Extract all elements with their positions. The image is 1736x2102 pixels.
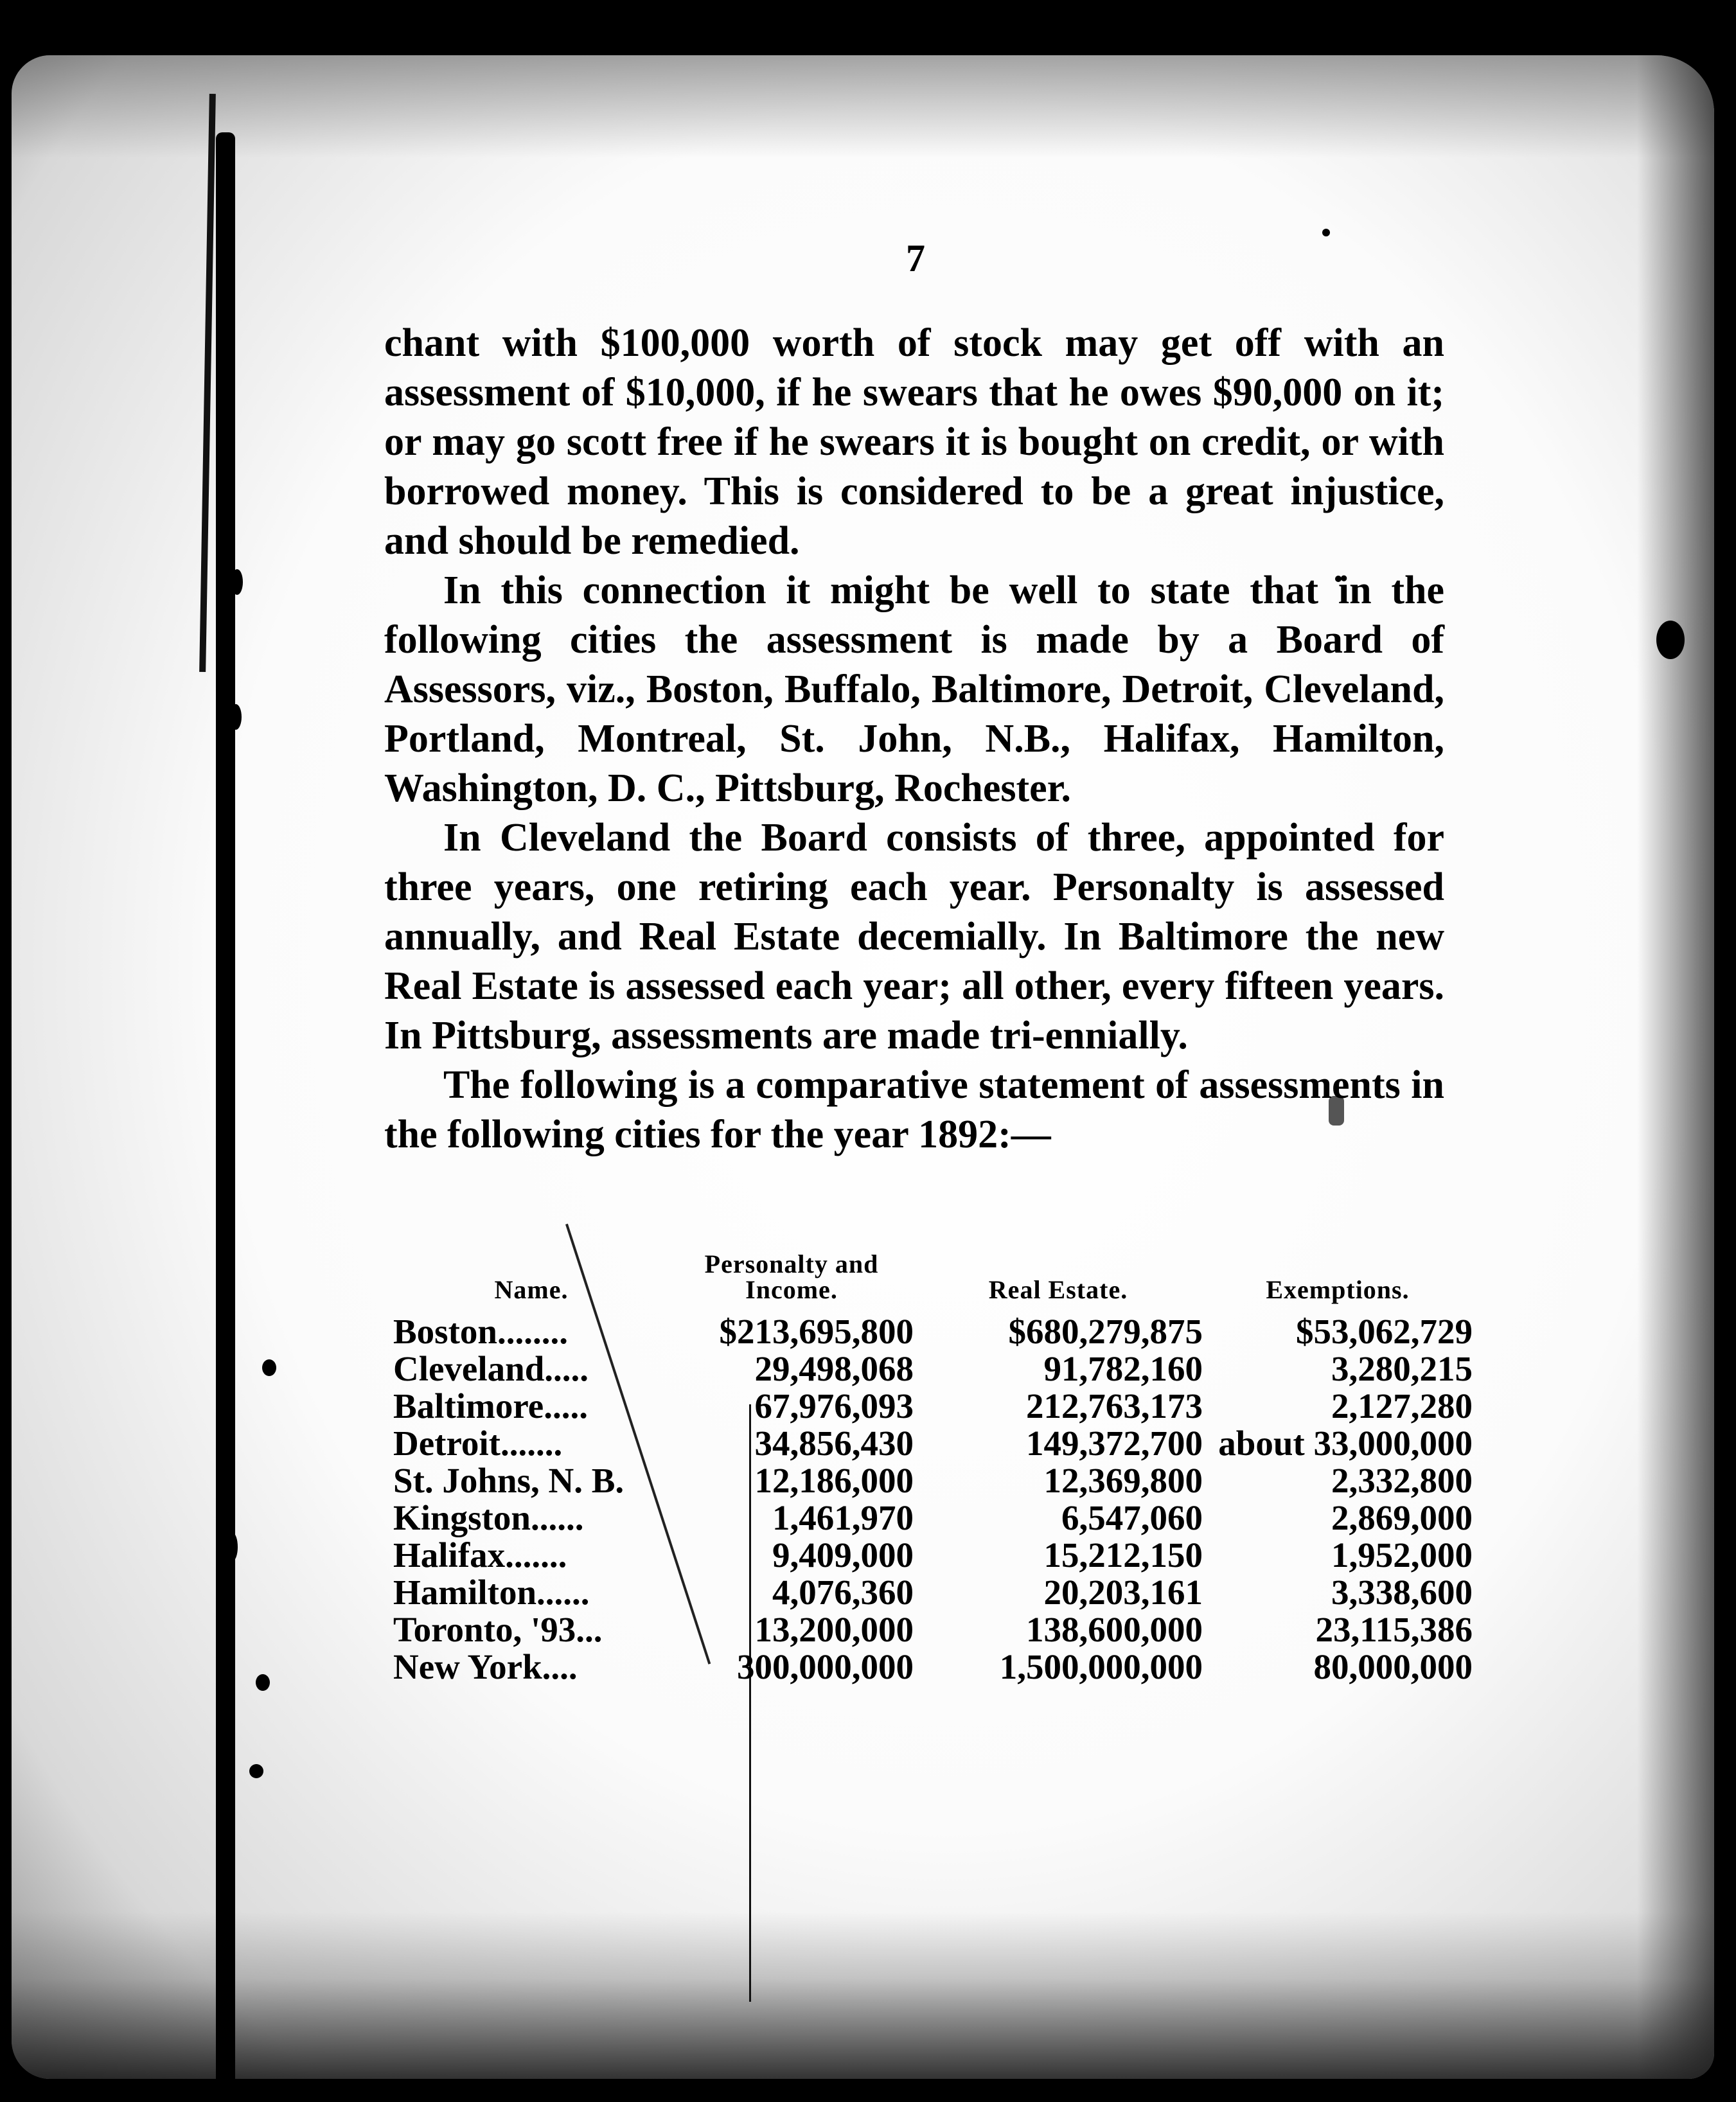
real-estate-value: 15,212,150 — [1043, 1535, 1203, 1575]
personalty-value: 9,409,000 — [772, 1535, 914, 1575]
binding-gutter-line-secondary — [199, 94, 216, 672]
page-bottom-shadow — [12, 1912, 1714, 2079]
scan-speck — [1656, 621, 1685, 659]
exemptions-value: 80,000,000 — [1313, 1647, 1473, 1686]
personalty-value: 34,856,430 — [754, 1424, 914, 1463]
exemptions-value: $53,062,729 — [1296, 1312, 1473, 1351]
personalty-value: 12,186,000 — [754, 1461, 914, 1500]
header-name — [393, 1251, 669, 1313]
real-estate-value: 12,369,800 — [1043, 1461, 1203, 1500]
header-real-estate-label: Real Estate. — [988, 1275, 1128, 1304]
city-name: Kingston...... — [393, 1498, 584, 1537]
header-real-estate — [914, 1251, 1203, 1313]
scan-speck — [231, 569, 243, 595]
personalty-value: 4,076,360 — [772, 1573, 914, 1612]
city-name: Halifax....... — [393, 1535, 567, 1575]
page-number: 7 — [906, 237, 925, 279]
page-right-shadow — [1637, 55, 1714, 2079]
city-name: Hamilton...... — [393, 1573, 590, 1612]
real-estate-value: 1,500,000,000 — [999, 1647, 1203, 1686]
body-text — [384, 319, 1444, 1160]
exemptions-value: 2,332,800 — [1331, 1461, 1473, 1500]
table-row — [393, 1537, 1473, 1574]
scan-speck — [262, 1359, 276, 1376]
city-name: Toronto, '93... — [393, 1610, 603, 1649]
header-personalty-line1: Personalty and — [704, 1250, 879, 1278]
page-top-shadow — [12, 55, 1714, 158]
city-name: Boston........ — [393, 1312, 568, 1351]
header-exemptions-label: Exemptions. — [1266, 1275, 1410, 1304]
real-estate-value: 91,782,160 — [1043, 1349, 1203, 1388]
assessment-table — [393, 1251, 1473, 1686]
exemptions-value: 3,280,215 — [1331, 1349, 1473, 1388]
scan-speck — [1322, 229, 1330, 236]
exemptions-value: 3,338,600 — [1331, 1573, 1473, 1612]
city-name: Baltimore..... — [393, 1386, 588, 1426]
exemptions-value: 23,115,386 — [1315, 1610, 1473, 1649]
table-row — [393, 1388, 1473, 1425]
city-name: St. Johns, N. B. — [393, 1461, 624, 1500]
personalty-value: 29,498,068 — [754, 1349, 914, 1388]
scan-speck — [249, 1764, 263, 1778]
scan-speck — [227, 1533, 238, 1561]
scan-speck — [256, 1674, 270, 1691]
table-row — [393, 1462, 1473, 1499]
personalty-value: 1,461,970 — [772, 1498, 914, 1537]
paragraph: In Cleveland the Board consists of three, appointed for three years, one retiring each year. Personalty is assessed annually, and Real Estate decemially. In Baltimore the new Real Estate is assessed each year; all other, every fifteen years. In Pittsburg, assessments are made tri-ennially. — [384, 816, 1444, 1057]
assessment-table-container — [393, 1251, 1473, 1686]
city-name: Detroit....... — [393, 1424, 563, 1463]
paragraph: The following is a comparative statement of assessments in the following cities for the year 1892:— — [384, 1063, 1444, 1156]
header-personalty-line2: Income. — [745, 1275, 838, 1304]
real-estate-value: 138,600,000 — [1026, 1610, 1203, 1649]
exemptions-value: 2,869,000 — [1331, 1498, 1473, 1537]
scan-speck — [230, 704, 242, 730]
binding-gutter-line — [216, 132, 235, 2079]
exemptions-value: 1,952,000 — [1331, 1535, 1473, 1575]
real-estate-value: 20,203,161 — [1043, 1573, 1203, 1612]
table-row — [393, 1425, 1473, 1462]
personalty-value: 300,000,000 — [737, 1647, 914, 1686]
table-row — [393, 1313, 1473, 1350]
header-name-label: Name. — [494, 1275, 569, 1304]
table-row — [393, 1574, 1473, 1611]
city-name: New York.... — [393, 1647, 578, 1686]
table-row — [393, 1611, 1473, 1648]
real-estate-value: $680,279,875 — [1008, 1312, 1203, 1351]
table-row — [393, 1648, 1473, 1686]
real-estate-value: 149,372,700 — [1026, 1424, 1203, 1463]
personalty-value: $213,695,800 — [719, 1312, 914, 1351]
header-personalty — [669, 1251, 914, 1313]
real-estate-value: 212,763,173 — [1026, 1386, 1203, 1426]
table-row — [393, 1350, 1473, 1388]
exemptions-value: 2,127,280 — [1331, 1386, 1473, 1426]
city-name: Cleveland..... — [393, 1349, 589, 1388]
paragraph: In this connection it might be well to state that in the following cities the assessment is made by a Board of Assessors, viz., Boston, Buffalo, Baltimore, Detroit, Cleveland, Portland, Montreal, St. John, N.B., Halifax, Hamilton, Washington, D. C., Pittsburg, Rochester. — [384, 569, 1444, 810]
table-row — [393, 1499, 1473, 1537]
personalty-value: 13,200,000 — [754, 1610, 914, 1649]
header-exemptions — [1203, 1251, 1473, 1313]
paragraph: chant with $100,000 worth of stock may get off with an assessment of $10,000, if he swears that he owes $90,000 on it; or may go scott free if he swears it is bought on credit, or with borrowed money. This is considered to be a great injustice, and should be remedied. — [384, 321, 1444, 563]
personalty-value: 67,976,093 — [754, 1386, 914, 1426]
real-estate-value: 6,547,060 — [1061, 1498, 1203, 1537]
exemptions-value: about 33,000,000 — [1218, 1424, 1473, 1463]
table-header-row — [393, 1251, 1473, 1313]
